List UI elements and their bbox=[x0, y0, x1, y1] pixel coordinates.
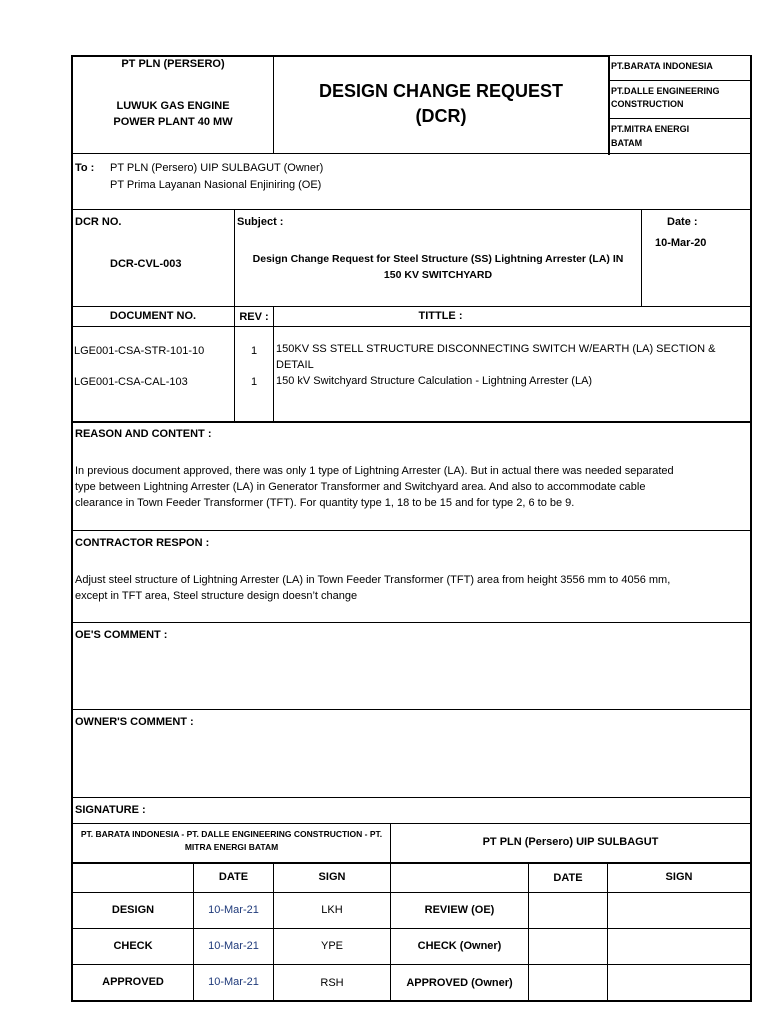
sign-initials: LKH bbox=[321, 904, 343, 916]
document-title-line1: DESIGN CHANGE REQUEST bbox=[318, 81, 564, 101]
signature-label: SIGNATURE : bbox=[75, 804, 146, 816]
sign-initials: YPE bbox=[320, 940, 343, 952]
sign-initials: RSH bbox=[320, 977, 344, 989]
col-header-owner-sign: SIGN bbox=[665, 871, 693, 883]
reason-label: REASON AND CONTENT : bbox=[75, 428, 212, 440]
dcr-no-label: DCR NO. bbox=[75, 216, 122, 228]
org-name: PT PLN (PERSERO) bbox=[121, 58, 225, 70]
document-title-line2: (DCR) bbox=[415, 106, 467, 126]
contractor-respon-label: CONTRACTOR RESPON : bbox=[75, 537, 210, 549]
col-header-owner-date: DATE bbox=[553, 872, 583, 884]
project-name-line2: POWER PLANT 40 MW bbox=[113, 116, 233, 128]
contractor-dalle-line2: CONSTRUCTION bbox=[611, 99, 684, 109]
owner-role-label: REVIEW (OE) bbox=[424, 904, 495, 916]
col-header-sign: SIGN bbox=[318, 871, 346, 883]
contractor-party-line2: MITRA ENERGI BATAM bbox=[184, 842, 279, 852]
subject-line1: Design Change Request for Steel Structure (SS) Lightning Arrester (LA) IN bbox=[252, 253, 624, 265]
role-label: DESIGN bbox=[111, 904, 155, 916]
role-label: APPROVED bbox=[102, 976, 164, 988]
col-header-rev: REV : bbox=[239, 311, 269, 323]
date-label: Date : bbox=[667, 216, 698, 228]
reason-line3: clearance in Town Feeder Transformer (TFT). For quantity type 1, 18 to be 15 and for type 2, 6 to be 9. bbox=[75, 497, 575, 509]
subject-label: Subject : bbox=[237, 216, 284, 228]
owner-comment-label: OWNER'S COMMENT : bbox=[75, 716, 194, 728]
contractor-dalle-line1: PT.DALLE ENGINEERING bbox=[611, 86, 720, 96]
subject-line2: 150 KV SWITCHYARD bbox=[383, 269, 493, 281]
doc-no: LGE001-CSA-STR-101-10 bbox=[74, 345, 205, 357]
recipient-oe: PT Prima Layanan Nasional Enjiniring (OE) bbox=[110, 179, 322, 191]
sign-date: 10-Mar-21 bbox=[208, 940, 259, 952]
reason-line2: type between Lightning Arrester (LA) in Generator Transformer and Switchyard area. And also to accommodate cable bbox=[75, 481, 646, 493]
doc-title-line1: 150KV SS STELL STRUCTURE DISCONNECTING SWITCH W/EARTH (LA) SECTION & bbox=[276, 343, 716, 355]
owner-role-label: CHECK (Owner) bbox=[417, 940, 502, 952]
contractor-respon-line2: except in TFT area, Steel structure design doesn’t change bbox=[75, 590, 358, 602]
to-label: To : bbox=[75, 162, 95, 174]
doc-rev: 1 bbox=[250, 376, 258, 388]
col-header-title: TITTLE : bbox=[418, 310, 463, 322]
project-name-line1: LUWUK GAS ENGINE bbox=[116, 100, 230, 112]
doc-no: LGE001-CSA-CAL-103 bbox=[74, 376, 188, 388]
oe-comment-label: OE'S COMMENT : bbox=[75, 629, 168, 641]
doc-title-line1: 150 kV Switchyard Structure Calculation - Lightning Arrester (LA) bbox=[276, 375, 593, 387]
doc-rev: 1 bbox=[250, 345, 258, 357]
owner-party: PT PLN (Persero) UIP SULBAGUT bbox=[482, 836, 659, 848]
contractor-mitra-line2: BATAM bbox=[611, 138, 643, 148]
owner-role-label: APPROVED (Owner) bbox=[406, 977, 513, 989]
reason-line1: In previous document approved, there was only 1 type of Lightning Arrester (LA). But in actual there was needed separated bbox=[75, 465, 674, 477]
col-header-document-no: DOCUMENT NO. bbox=[109, 310, 197, 322]
contractor-party-line1: PT. BARATA INDONESIA - PT. DALLE ENGINEERING CONSTRUCTION - PT. bbox=[80, 829, 383, 839]
sign-date: 10-Mar-21 bbox=[208, 904, 259, 916]
col-header-date: DATE bbox=[218, 871, 249, 883]
dcr-no-value: DCR-CVL-003 bbox=[110, 258, 182, 270]
doc-title-line2: DETAIL bbox=[276, 359, 314, 371]
recipient-owner: PT PLN (Persero) UIP SULBAGUT (Owner) bbox=[110, 162, 324, 174]
contractor-mitra-line1: PT.MITRA ENERGI bbox=[611, 124, 690, 134]
contractor-barata: PT.BARATA INDONESIA bbox=[611, 61, 713, 71]
date-value: 10-Mar-20 bbox=[655, 237, 707, 249]
role-label: CHECK bbox=[113, 940, 153, 952]
contractor-respon-line1: Adjust steel structure of Lightning Arrester (LA) in Town Feeder Transformer (TFT) area from height 3556 mm to 4056 mm, bbox=[75, 574, 671, 586]
sign-date: 10-Mar-21 bbox=[208, 976, 259, 988]
